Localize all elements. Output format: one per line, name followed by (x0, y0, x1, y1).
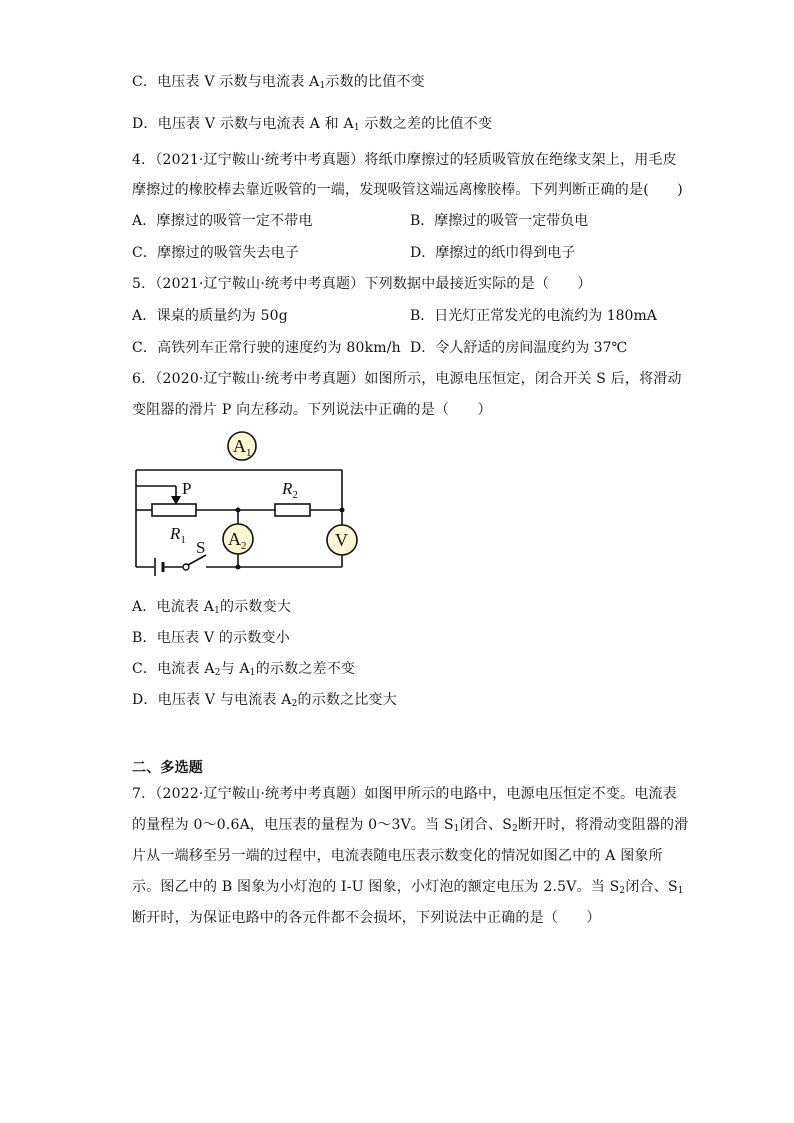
resistor-r2 (275, 504, 310, 516)
subscript: 1 (677, 886, 684, 896)
q5-stem: 5．（2021·辽宁鞍山·统考中考真题）下列数据中最接近实际的是（ ） (132, 276, 592, 292)
switch-s-label: S (196, 538, 206, 557)
q6-option-c-text: C．电流表 A (132, 661, 215, 677)
subscript: 2 (214, 668, 221, 678)
q7-line2-text: 的量程为 0～0.6A，电压表的量程为 0～3V。当 S (132, 817, 454, 833)
r1-label: $R_1$ (170, 524, 186, 546)
subscript: 1 (353, 123, 360, 133)
q6-option-c (132, 659, 355, 683)
q4-option-c: C．摩擦过的吸管失去电子 (132, 245, 300, 261)
q7-line4-text: 示。图乙中的 B 图象为小灯泡的 I-U 图象，小灯泡的额定电压为 2.5V。当 S (132, 879, 620, 895)
q4-option-b: B．摩擦过的吸管一定带负电 (410, 213, 589, 229)
q3-option-c-text: C．电压表 V 示数与电流表 A (132, 74, 320, 90)
q5-option-c: C．高铁列车正常行驶的速度约为 80km/h (132, 340, 401, 356)
section-heading: 二、多选题 (132, 760, 203, 776)
q7-stem-line5: 断开时，为保证电路中的各元件都不会损坏，下列说法中正确的是（ ） (132, 910, 601, 926)
junction-dot (236, 508, 241, 513)
meter-v-label: V (335, 530, 348, 550)
junction-dot (236, 565, 241, 570)
subscript: 2 (291, 699, 298, 709)
q6-stem-line1: 6．（2020·辽宁鞍山·统考中考真题）如图所示，电源电压恒定，闭合开关 S 后，将滑动 (132, 371, 682, 387)
q5-option-a: A．课桌的质量约为 50g (132, 308, 288, 324)
subscript: 1 (214, 606, 221, 616)
meter-a2-label: $A_2$ (228, 529, 247, 552)
q6-option-c-text-end: 的示数之差不变 (255, 661, 356, 677)
q7-stem-line1: 7．（2022·辽宁鞍山·统考中考真题）如图甲所示的电路中，电源电压恒定不变。电流表 (132, 786, 677, 802)
resistor-r1 (152, 504, 196, 516)
subscript: 1 (319, 81, 326, 91)
q7-stem-line2 (132, 815, 688, 839)
q7-line4-mid: 闭合、S (625, 879, 678, 895)
q6-stem-line2: 变阻器的滑片 P 向左移动。下列说法中正确的是（ ） (132, 402, 492, 418)
q3-option-d (132, 114, 492, 138)
q3-option-c (132, 72, 425, 96)
q7-line2-end: 断开时，将滑动变阻器的滑 (518, 817, 689, 833)
q6-option-a-text: A．电流表 A (132, 599, 215, 615)
slider-p-label: P (182, 479, 192, 498)
q4-stem-line2: 摩擦过的橡胶棒去靠近吸管的一端，发现吸管这端远离橡胶棒。下列判断正确的是( ) (132, 182, 683, 198)
q6-option-a (132, 597, 291, 621)
junction-dot (340, 508, 345, 513)
q6-option-d-text: D．电压表 V 与电流表 A (132, 692, 292, 708)
r2-label: $R_2$ (282, 479, 298, 501)
q7-stem-line4 (132, 877, 684, 901)
q3-option-d-text: D．电压表 V 示数与电流表 A 和 A (132, 116, 354, 132)
subscript: 2 (619, 886, 626, 896)
q6-option-d (132, 690, 397, 714)
q3-option-c-text-end: 示数的比值不变 (325, 74, 425, 90)
q4-option-a: A．摩擦过的吸管一定不带电 (132, 213, 313, 229)
q3-option-d-text-end: 示数之差的比值不变 (359, 116, 493, 132)
q5-option-d: D．令人舒适的房间温度约为 37℃ (410, 340, 628, 356)
q4-stem-line1: 4．（2021·辽宁鞍山·统考中考真题）将纸巾摩擦过的轻质吸管放在绝缘支架上，用毛皮 (132, 152, 677, 168)
q7-stem-line3: 片从一端移至另一端的过程中，电流表随电压表示数变化的情况如图乙中的 A 图象所 (132, 848, 663, 864)
q4-option-d: D．摩擦过的纸巾得到电子 (410, 245, 576, 261)
q6-option-a-text-end: 的示数变大 (220, 599, 292, 615)
meter-a1-label: $A_1$ (233, 436, 252, 459)
q6-option-b: B．电压表 V 的示数变小 (132, 630, 290, 646)
q5-option-b: B．日光灯正常发光的电流约为 180mA (410, 308, 657, 324)
circuit-diagram (126, 424, 362, 588)
q7-line2-mid: 闭合、S (459, 817, 513, 833)
q6-option-d-text-end: 的示数之比变大 (297, 692, 397, 708)
subscript: 1 (453, 824, 460, 834)
subscript: 1 (249, 668, 256, 678)
subscript: 2 (512, 824, 519, 834)
q6-option-c-text-mid: 与 A (220, 661, 250, 677)
